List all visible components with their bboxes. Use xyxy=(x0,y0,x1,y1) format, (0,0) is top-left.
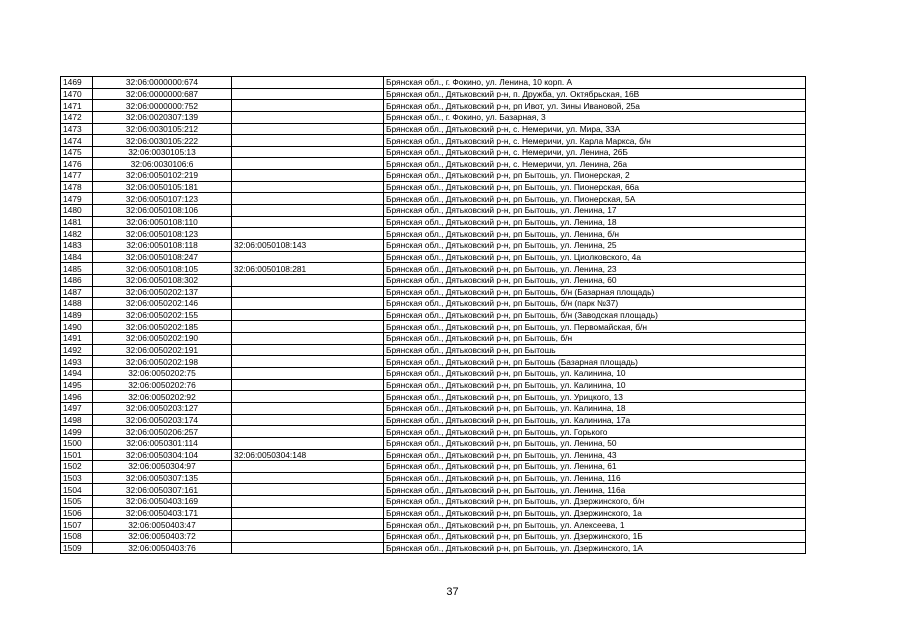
cadastral-number-cell: 32:06:0050102:219 xyxy=(93,170,232,182)
address-cell: Брянская обл., Дятьковский р-н, рп Бытошь, ул. Первомайская, б/н xyxy=(384,321,806,333)
previous-cadastral-number-cell xyxy=(232,542,384,554)
row-number-cell: 1479 xyxy=(61,193,93,205)
cadastral-number-cell: 32:06:0050203:174 xyxy=(93,414,232,426)
cadastral-number-cell: 32:06:0030105:13 xyxy=(93,146,232,158)
address-cell: Брянская обл., Дятьковский р-н, рп Бытошь, ул. Ленина, б/н xyxy=(384,228,806,240)
address-cell: Брянская обл., Дятьковский р-н, рп Ивот, ул. Зины Ивановой, 25а xyxy=(384,100,806,112)
row-number-cell: 1471 xyxy=(61,100,93,112)
table-row xyxy=(61,402,806,414)
cadastral-number-cell: 32:06:0030105:212 xyxy=(93,123,232,135)
cadastral-number-cell: 32:06:0050202:92 xyxy=(93,391,232,403)
cadastral-number-cell: 32:06:0000000:687 xyxy=(93,88,232,100)
previous-cadastral-number-cell xyxy=(232,344,384,356)
table-row xyxy=(61,461,806,473)
row-number-cell: 1489 xyxy=(61,309,93,321)
table-body xyxy=(61,77,806,554)
cadastral-number-cell: 32:06:0050304:104 xyxy=(93,449,232,461)
address-cell: Брянская обл., Дятьковский р-н, с. Немеричи, ул. Ленина, 26а xyxy=(384,158,806,170)
row-number-cell: 1493 xyxy=(61,356,93,368)
address-cell: Брянская обл., Дятьковский р-н, рп Бытошь, ул. Ленина, 18 xyxy=(384,216,806,228)
cadastral-number-cell: 32:06:0050108:118 xyxy=(93,239,232,251)
cadastral-number-cell: 32:06:0050202:137 xyxy=(93,286,232,298)
row-number-cell: 1474 xyxy=(61,135,93,147)
table-row xyxy=(61,449,806,461)
table-row xyxy=(61,228,806,240)
table-row xyxy=(61,77,806,89)
previous-cadastral-number-cell xyxy=(232,402,384,414)
cadastral-number-cell: 32:06:0050307:135 xyxy=(93,472,232,484)
address-cell: Брянская обл., Дятьковский р-н, рп Бытошь, ул. Ленина, 116 xyxy=(384,472,806,484)
address-cell: Брянская обл., Дятьковский р-н, рп Бытошь, ул. Ленина, 116а xyxy=(384,484,806,496)
previous-cadastral-number-cell xyxy=(232,437,384,449)
address-cell: Брянская обл., г. Фокино, ул. Ленина, 10 корп. А xyxy=(384,77,806,89)
cadastral-number-cell: 32:06:0050202:75 xyxy=(93,368,232,380)
row-number-cell: 1478 xyxy=(61,181,93,193)
cadastral-number-cell: 32:06:0050403:169 xyxy=(93,496,232,508)
table-row xyxy=(61,216,806,228)
previous-cadastral-number-cell xyxy=(232,391,384,403)
previous-cadastral-number-cell xyxy=(232,111,384,123)
cadastral-number-cell: 32:06:0050105:181 xyxy=(93,181,232,193)
table-row xyxy=(61,368,806,380)
previous-cadastral-number-cell xyxy=(232,216,384,228)
cadastral-number-cell: 32:06:0050108:302 xyxy=(93,274,232,286)
row-number-cell: 1494 xyxy=(61,368,93,380)
previous-cadastral-number-cell xyxy=(232,205,384,217)
row-number-cell: 1505 xyxy=(61,496,93,508)
cadastral-number-cell: 32:06:0050202:76 xyxy=(93,379,232,391)
previous-cadastral-number-cell xyxy=(232,181,384,193)
address-cell: Брянская обл., Дятьковский р-н, рп Бытошь, ул. Пионерская, 66а xyxy=(384,181,806,193)
cadastral-number-cell: 32:06:0000000:674 xyxy=(93,77,232,89)
table-row xyxy=(61,205,806,217)
table-row xyxy=(61,146,806,158)
table-row xyxy=(61,100,806,112)
row-number-cell: 1481 xyxy=(61,216,93,228)
table-row xyxy=(61,437,806,449)
row-number-cell: 1490 xyxy=(61,321,93,333)
address-cell: Брянская обл., Дятьковский р-н, рп Бытошь, ул. Ленина, 61 xyxy=(384,461,806,473)
cadastral-number-cell: 32:06:0050202:155 xyxy=(93,309,232,321)
table-row xyxy=(61,88,806,100)
address-cell: Брянская обл., Дятьковский р-н, рп Бытошь (Базарная площадь) xyxy=(384,356,806,368)
row-number-cell: 1507 xyxy=(61,519,93,531)
row-number-cell: 1499 xyxy=(61,426,93,438)
row-number-cell: 1491 xyxy=(61,333,93,345)
previous-cadastral-number-cell xyxy=(232,100,384,112)
table-row xyxy=(61,239,806,251)
table-row xyxy=(61,123,806,135)
cadastral-number-cell: 32:06:0050108:110 xyxy=(93,216,232,228)
row-number-cell: 1487 xyxy=(61,286,93,298)
previous-cadastral-number-cell xyxy=(232,135,384,147)
table-row xyxy=(61,111,806,123)
cadastral-number-cell: 32:06:0050107:123 xyxy=(93,193,232,205)
address-cell: Брянская обл., Дятьковский р-н, рп Бытошь, ул. Ленина, 17 xyxy=(384,205,806,217)
address-cell: Брянская обл., г. Фокино, ул. Базарная, 3 xyxy=(384,111,806,123)
row-number-cell: 1480 xyxy=(61,205,93,217)
address-cell: Брянская обл., Дятьковский р-н, рп Бытошь, ул. Ленина, 23 xyxy=(384,263,806,275)
table-row xyxy=(61,344,806,356)
row-number-cell: 1492 xyxy=(61,344,93,356)
cadastral-number-cell: 32:06:0050403:76 xyxy=(93,542,232,554)
address-cell: Брянская обл., Дятьковский р-н, рп Бытошь, б/н (парк №37) xyxy=(384,298,806,310)
table-row xyxy=(61,263,806,275)
table-row xyxy=(61,414,806,426)
address-cell: Брянская обл., Дятьковский р-н, рп Бытошь, ул. Циолковского, 4а xyxy=(384,251,806,263)
table-row xyxy=(61,181,806,193)
table-row xyxy=(61,496,806,508)
table-row xyxy=(61,286,806,298)
row-number-cell: 1475 xyxy=(61,146,93,158)
previous-cadastral-number-cell: 32:06:0050108:281 xyxy=(232,263,384,275)
address-cell: Брянская обл., Дятьковский р-н, рп Бытошь, б/н xyxy=(384,333,806,345)
row-number-cell: 1495 xyxy=(61,379,93,391)
cadastral-number-cell: 32:06:0050108:106 xyxy=(93,205,232,217)
cadastral-number-cell: 32:06:0050202:198 xyxy=(93,356,232,368)
table-row xyxy=(61,170,806,182)
previous-cadastral-number-cell xyxy=(232,333,384,345)
address-cell: Брянская обл., Дятьковский р-н, рп Бытошь, ул. Ленина, 43 xyxy=(384,449,806,461)
cadastral-number-cell: 32:06:0020307:139 xyxy=(93,111,232,123)
cadastral-number-cell: 32:06:0050203:127 xyxy=(93,402,232,414)
cadastral-number-cell: 32:06:0050108:105 xyxy=(93,263,232,275)
table-row xyxy=(61,135,806,147)
row-number-cell: 1476 xyxy=(61,158,93,170)
table-row xyxy=(61,379,806,391)
cadastral-number-cell: 32:06:0050206:257 xyxy=(93,426,232,438)
row-number-cell: 1501 xyxy=(61,449,93,461)
previous-cadastral-number-cell xyxy=(232,158,384,170)
row-number-cell: 1502 xyxy=(61,461,93,473)
previous-cadastral-number-cell xyxy=(232,519,384,531)
cadastral-table xyxy=(60,76,806,554)
previous-cadastral-number-cell xyxy=(232,496,384,508)
address-cell: Брянская обл., Дятьковский р-н, с. Немеричи, ул. Карла Маркса, б/н xyxy=(384,135,806,147)
previous-cadastral-number-cell xyxy=(232,368,384,380)
previous-cadastral-number-cell xyxy=(232,298,384,310)
cadastral-number-cell: 32:06:0050108:123 xyxy=(93,228,232,240)
table-row xyxy=(61,251,806,263)
previous-cadastral-number-cell xyxy=(232,88,384,100)
cadastral-number-cell: 32:06:0050403:72 xyxy=(93,530,232,542)
row-number-cell: 1477 xyxy=(61,170,93,182)
previous-cadastral-number-cell xyxy=(232,146,384,158)
table-row xyxy=(61,426,806,438)
row-number-cell: 1500 xyxy=(61,437,93,449)
row-number-cell: 1503 xyxy=(61,472,93,484)
row-number-cell: 1469 xyxy=(61,77,93,89)
previous-cadastral-number-cell xyxy=(232,507,384,519)
cadastral-number-cell: 32:06:0050403:171 xyxy=(93,507,232,519)
table-row xyxy=(61,472,806,484)
previous-cadastral-number-cell xyxy=(232,472,384,484)
previous-cadastral-number-cell xyxy=(232,228,384,240)
row-number-cell: 1483 xyxy=(61,239,93,251)
table-row xyxy=(61,507,806,519)
cadastral-number-cell: 32:06:0050108:247 xyxy=(93,251,232,263)
address-cell: Брянская обл., Дятьковский р-н, рп Бытошь, ул. Ленина, 50 xyxy=(384,437,806,449)
row-number-cell: 1482 xyxy=(61,228,93,240)
address-cell: Брянская обл., Дятьковский р-н, рп Бытошь, ул. Ленина, 60 xyxy=(384,274,806,286)
address-cell: Брянская обл., Дятьковский р-н, рп Бытошь, ул. Горького xyxy=(384,426,806,438)
cadastral-number-cell: 32:06:0050202:191 xyxy=(93,344,232,356)
table-row xyxy=(61,193,806,205)
address-cell: Брянская обл., Дятьковский р-н, рп Бытошь, ул. Пионерская, 5А xyxy=(384,193,806,205)
address-cell: Брянская обл., Дятьковский р-н, рп Бытошь, б/н (Базарная площадь) xyxy=(384,286,806,298)
address-cell: Брянская обл., Дятьковский р-н, рп Бытошь, ул. Дзержинского, 1а xyxy=(384,507,806,519)
address-cell: Брянская обл., Дятьковский р-н, рп Бытошь, ул. Дзержинского, 1А xyxy=(384,542,806,554)
cadastral-number-cell: 32:06:0000000:752 xyxy=(93,100,232,112)
previous-cadastral-number-cell xyxy=(232,530,384,542)
cadastral-number-cell: 32:06:0050301:114 xyxy=(93,437,232,449)
table-row xyxy=(61,484,806,496)
table-row xyxy=(61,309,806,321)
address-cell: Брянская обл., Дятьковский р-н, рп Бытошь, б/н (Заводская площадь) xyxy=(384,309,806,321)
previous-cadastral-number-cell xyxy=(232,379,384,391)
previous-cadastral-number-cell xyxy=(232,309,384,321)
row-number-cell: 1484 xyxy=(61,251,93,263)
previous-cadastral-number-cell xyxy=(232,356,384,368)
table-row xyxy=(61,333,806,345)
previous-cadastral-number-cell xyxy=(232,461,384,473)
table-row xyxy=(61,321,806,333)
address-cell: Брянская обл., Дятьковский р-н, рп Бытошь, ул. Алексеева, 1 xyxy=(384,519,806,531)
address-cell: Брянская обл., Дятьковский р-н, рп Бытошь, ул. Калинина, 10 xyxy=(384,368,806,380)
cadastral-number-cell: 32:06:0050403:47 xyxy=(93,519,232,531)
row-number-cell: 1473 xyxy=(61,123,93,135)
row-number-cell: 1497 xyxy=(61,402,93,414)
table-row xyxy=(61,158,806,170)
previous-cadastral-number-cell xyxy=(232,193,384,205)
table-row xyxy=(61,391,806,403)
previous-cadastral-number-cell xyxy=(232,170,384,182)
row-number-cell: 1498 xyxy=(61,414,93,426)
cadastral-number-cell: 32:06:0050202:185 xyxy=(93,321,232,333)
row-number-cell: 1508 xyxy=(61,530,93,542)
cadastral-number-cell: 32:06:0030106:6 xyxy=(93,158,232,170)
address-cell: Брянская обл., Дятьковский р-н, рп Бытошь, ул. Калинина, 17а xyxy=(384,414,806,426)
previous-cadastral-number-cell xyxy=(232,321,384,333)
cadastral-number-cell: 32:06:0050202:146 xyxy=(93,298,232,310)
previous-cadastral-number-cell xyxy=(232,77,384,89)
row-number-cell: 1470 xyxy=(61,88,93,100)
table-row xyxy=(61,542,806,554)
previous-cadastral-number-cell: 32:06:0050108:143 xyxy=(232,239,384,251)
table-row xyxy=(61,298,806,310)
cadastral-number-cell: 32:06:0030105:222 xyxy=(93,135,232,147)
cadastral-number-cell: 32:06:0050307:161 xyxy=(93,484,232,496)
previous-cadastral-number-cell xyxy=(232,274,384,286)
previous-cadastral-number-cell xyxy=(232,414,384,426)
previous-cadastral-number-cell xyxy=(232,426,384,438)
address-cell: Брянская обл., Дятьковский р-н, рп Бытошь, ул. Калинина, 18 xyxy=(384,402,806,414)
address-cell: Брянская обл., Дятьковский р-н, с. Немеричи, ул. Ленина, 26Б xyxy=(384,146,806,158)
table-row xyxy=(61,274,806,286)
address-cell: Брянская обл., Дятьковский р-н, рп Бытошь, ул. Урицкого, 13 xyxy=(384,391,806,403)
address-cell: Брянская обл., Дятьковский р-н, рп Бытошь, ул. Дзержинского, б/н xyxy=(384,496,806,508)
cadastral-number-cell: 32:06:0050304:97 xyxy=(93,461,232,473)
table-row xyxy=(61,519,806,531)
row-number-cell: 1504 xyxy=(61,484,93,496)
address-cell: Брянская обл., Дятьковский р-н, рп Бытошь xyxy=(384,344,806,356)
address-cell: Брянская обл., Дятьковский р-н, рп Бытошь, ул. Ленина, 25 xyxy=(384,239,806,251)
previous-cadastral-number-cell: 32:06:0050304:148 xyxy=(232,449,384,461)
previous-cadastral-number-cell xyxy=(232,484,384,496)
previous-cadastral-number-cell xyxy=(232,251,384,263)
row-number-cell: 1485 xyxy=(61,263,93,275)
address-cell: Брянская обл., Дятьковский р-н, п. Дружба, ул. Октябрьская, 16В xyxy=(384,88,806,100)
row-number-cell: 1472 xyxy=(61,111,93,123)
cadastral-number-cell: 32:06:0050202:190 xyxy=(93,333,232,345)
address-cell: Брянская обл., Дятьковский р-н, рп Бытошь, ул. Калинина, 10 xyxy=(384,379,806,391)
address-cell: Брянская обл., Дятьковский р-н, с. Немеричи, ул. Мира, 33А xyxy=(384,123,806,135)
row-number-cell: 1506 xyxy=(61,507,93,519)
row-number-cell: 1486 xyxy=(61,274,93,286)
previous-cadastral-number-cell xyxy=(232,123,384,135)
row-number-cell: 1496 xyxy=(61,391,93,403)
row-number-cell: 1488 xyxy=(61,298,93,310)
address-cell: Брянская обл., Дятьковский р-н, рп Бытошь, ул. Дзержинского, 1Б xyxy=(384,530,806,542)
table-row xyxy=(61,356,806,368)
address-cell: Брянская обл., Дятьковский р-н, рп Бытошь, ул. Пионерская, 2 xyxy=(384,170,806,182)
row-number-cell: 1509 xyxy=(61,542,93,554)
table-row xyxy=(61,530,806,542)
previous-cadastral-number-cell xyxy=(232,286,384,298)
page-number: 37 xyxy=(446,586,459,598)
